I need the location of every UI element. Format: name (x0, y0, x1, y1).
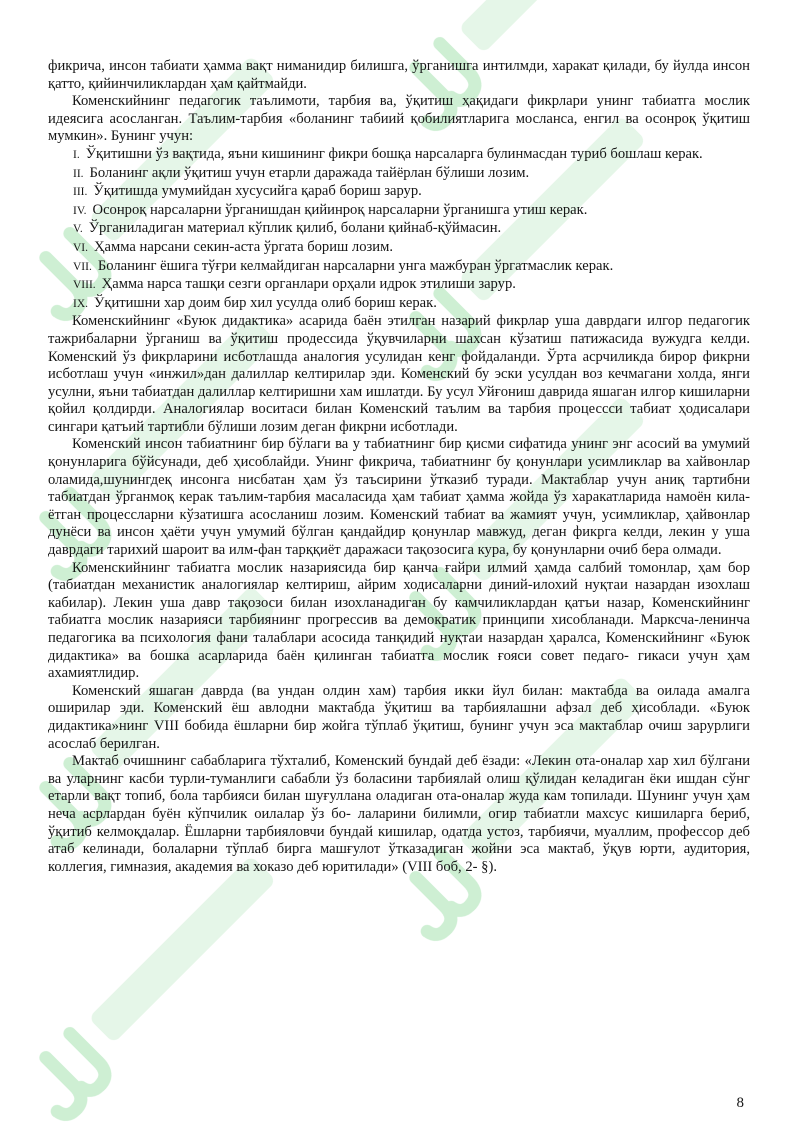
paragraph: Коменский яшаган даврда (ва ундан олдин хам) тарбия икки йул билан: мактабда ва оилада амалга оширилар эди. Коменский ёш авлодни мактабда ўқитиш ва тарбиялашни афзал деб ҳисоблади. «Буюк дидактика»нинг VIII бобида ёшларни бир жойга тўплаб ўқитиш, бунинг учун эса мактаблар очиш зарурлиги асослаб берилган. (48, 682, 750, 752)
list-item-text: Ўрганиладиган материал кўплик қилиб, болани қийнаб-қўймасин. (88, 220, 502, 237)
list-item-text: Ўқитишда умумийдан хусусийга қараб бориш зарур. (93, 183, 422, 200)
list-number: VII. (73, 260, 92, 273)
paragraph: Коменскийнинг «Буюк дидактика» асарида баён этилган назарий фикрлар уша даврдаги илгор педагогик тажрибаларни ўрганиш ва ўқитиш продессида ўқувчиларни шахсан кўзатиш патижасида вужудга келди. Коменский ўз фикрларини исботлашда аналогия усулидан кенг фойдаланди. Ўрта асрчиликда бирор фикрни исботлаш учун «инжил»дан далиллар келтирилар эди. Коменский бу эски усулдан воз кечмагани холда, янги усулни, яъни табиатдан далиллар келтиришни хам ишлатди. Бу усул Уйғониш даврида яшаган илгор кишиларни қойил қолдирди. Аналогиялар воситаси билан Коменский таълим ва тарбия процессси табиат ҳодисалари сингари қатъий тартибли бўлиши лозим деган фикрни исботлади. (48, 313, 750, 435)
paragraph: Коменскийнинг педагогик таълимоти, тарбия ва, ўқитиш ҳақидаги фикрлари унинг табиатга мослик идеясига асосланган. Таълим-тарбия «боланинг табиий қобилиятларига мосланса, енгил ва осонроқ ўқитиш мумкин». Бунинг учун: (48, 93, 750, 145)
list-number: IX. (73, 297, 89, 310)
watermark-logo (25, 854, 291, 1120)
paragraph: Коменскийнинг табиатга мослик назариясида бир қанча ғайри илмий ҳамда салбий томонлар, ҳам бор (табиатдан механистик аналогиялар келтириш, айрим ходисаларни диний-илохий нуқтаи назардан изохлаш кабилар). Лекин уша давр тақозоси билан изохланадиган бу камчиликлардан қатъи назар, Коменскийнинг табиатга мослик назарияси тарбиянинг прогрессив ва демократик принципи хисобланади. Марксча-ленинча педагогика ва психология фани талаблари асосида танқидий нуқтаи назардан ҳаралса, Коменскийнинг «Буюк дидактика» ва бошка асарларида баён қилинган табиатга мослик ғояси совет педаго- гикаси учун ҳам ахамиятлидир. (48, 559, 750, 682)
list-number: V. (73, 223, 83, 236)
list-item (48, 202, 750, 221)
principles-list (48, 146, 750, 313)
list-item-text: Ўқитишни хар доим бир хил усулда олиб бориш керак. (94, 294, 437, 311)
list-item (48, 220, 750, 239)
list-item-text: Ҳамма нарсани секин-аста ўргата бориш лозим. (94, 238, 393, 255)
list-item-text: Боланинг ақли ўқитиш учун етарли даражада тайёрлан бўлиши лозим. (89, 164, 530, 181)
list-item-text: Ўқитишни ўз вақтида, яъни кишининг фикри бошқа нарсаларга булинмасдан туриб бошлаш керак. (85, 145, 703, 162)
list-item (48, 295, 750, 314)
paragraph: Коменский инсон табиатнинг бир бўлаги ва у табиатнинг бир қисми сифатида унинг энг асосий ва умумий қонунларига бўйсунади, деб ҳисоблайди. Унинг фикрича, табиатнинг бу қонунлари усимликлар ва хайвонлар оламида,шунингдеқ инсонга нисбатан ҳам ўз таъсирини ўтказиб туради. Мактаблар учун аниқ тартибни табиатдан ўрганмоқ керак таълим-тарбия масаласида ҳам табиат ҳамма жойда ўз харакатларида намоён кила- ётган процессларни кўзатишга асосланиш лозим. Коменский табиат ва жамият учун, усимликлар, ҳайвонлар дунёси ва инсон ҳаёти учун умумий бўлган қандайдир қонунлар мавжуд, деган фикрга келди, лекин у уша даврдаги тарихий шароит ва илм-фан тарққиёт даражаси тақозосига кура, бу қонунларни очиб бера олмади. (48, 436, 750, 559)
paragraph-continued: фикрича, инсон табиати ҳамма вақт ниманидир билишга, ўрганишга интилмди, харакат қилади, бу йулда инсон қатто, қийинчиликлардан ҳам қайтмайди. (48, 58, 750, 92)
list-number: III. (73, 186, 88, 199)
list-item-text: Осонроқ нарсаларни ўрганишдан қийинроқ нарсаларни ўрганишга утиш керак. (92, 201, 588, 218)
list-number: VI. (73, 241, 89, 254)
list-item (48, 165, 750, 184)
list-item (48, 276, 750, 295)
list-number: I. (73, 148, 80, 161)
list-number: VIII. (73, 279, 96, 292)
list-item-text: Боланинг ёшига тўғри келмайдиган нарсаларни унга мажбуран ўргатмаслик керак. (97, 257, 614, 274)
paragraph: Мактаб очишнинг сабабларига тўхталиб, Коменский бундай деб ёзади: «Лекин ота-оналар хар хил бўлгани ва уларнинг касби турли-туманлиги сабабли ўз боласини тарбиялай олиш қўлидан келадиган ёки ишдан сўнг етарли вақт топиб, бола тарбияси билан шуғуллана оладиган ота-оналар жуда кам топилади. Шунинг учун ҳам неча асрлардан буён кўпчилик оилалар ўз бо- лаларини билимли, огир табиатли махсус кишиларга бериб, ўқитиб келмоқдалар. Ёшларни тарбияловчи бундай кишилар, одатда устоз, тарбиячи, муаллим, профессор деб атаб келинади, болаларни тўплаб бирга машғулот ўтказадиган жойни эса мактаб, ўқув юрти, аудитория, коллегия, гимназия, академия ва хоказо деб юритилади» (VIII боб, 2- §). (48, 753, 750, 875)
list-number: II. (73, 167, 84, 180)
list-item (48, 239, 750, 258)
list-item (48, 258, 750, 277)
list-item (48, 146, 750, 165)
page-number: 8 (736, 1095, 744, 1111)
list-item (48, 183, 750, 202)
list-number: IV. (73, 204, 87, 217)
list-item-text: Ҳамма нарса ташқи сезги органлари орҳали идрок этилиши зарур. (101, 276, 516, 293)
page-content (48, 58, 750, 876)
